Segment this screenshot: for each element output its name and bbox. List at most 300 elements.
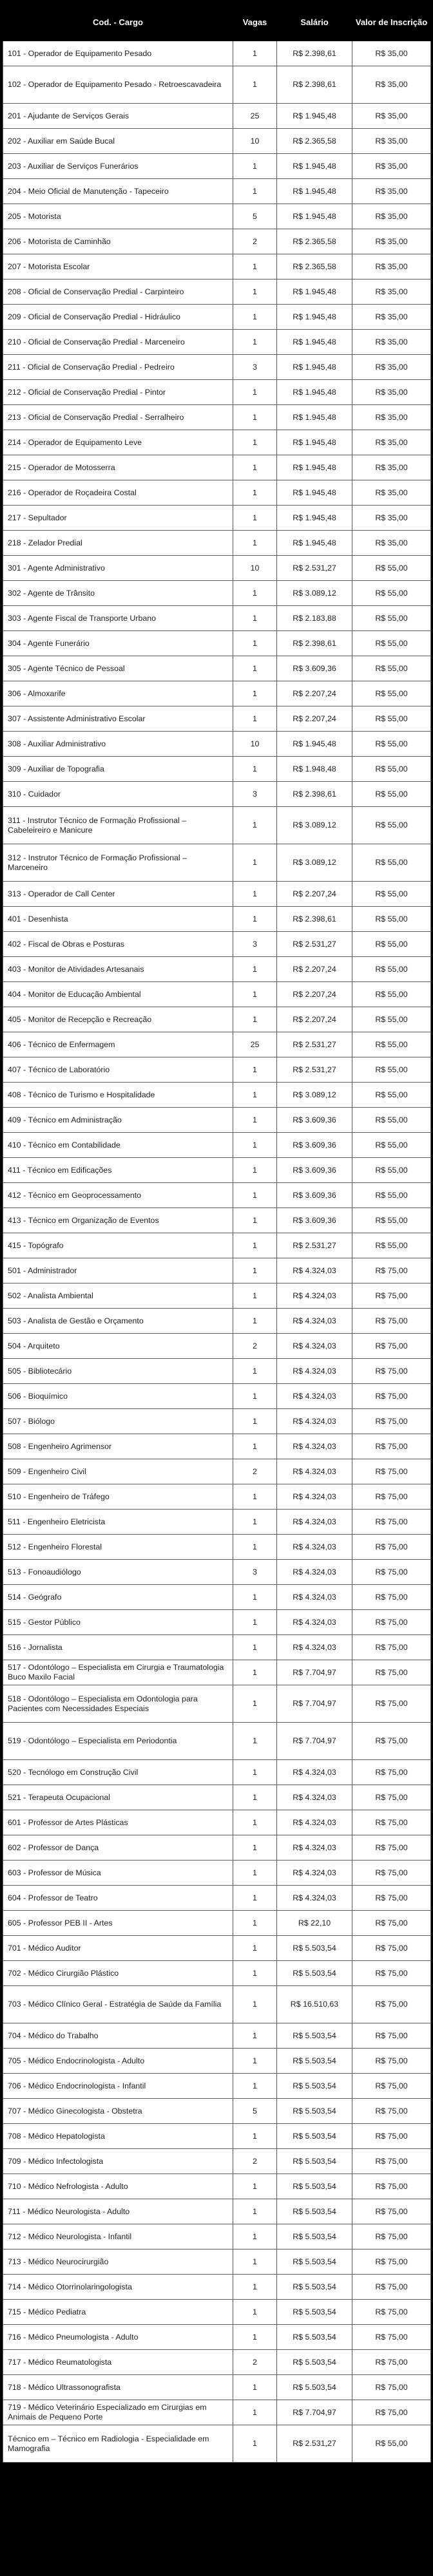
cell-cargo: 308 - Auxiliar Administrativo (3, 732, 233, 757)
cell-salario: R$ 3.089,12 (277, 807, 352, 844)
cell-inscricao: R$ 75,00 (352, 1585, 431, 1610)
table-row (3, 1810, 431, 1835)
cell-salario: R$ 4.324,03 (277, 1560, 352, 1585)
cell-cargo: 309 - Auxiliar de Topografia (3, 757, 233, 782)
cell-vagas: 1 (233, 807, 277, 844)
table-row (3, 2375, 431, 2400)
cell-cargo: 701 - Médico Auditor (3, 1936, 233, 1961)
cell-vagas: 1 (233, 1660, 277, 1685)
cell-salario: R$ 7.704,97 (277, 2400, 352, 2425)
table-row (3, 2249, 431, 2275)
table-row (3, 1083, 431, 1108)
cell-vagas: 2 (233, 2149, 277, 2174)
cell-cargo: 206 - Motorista de Caminhão (3, 229, 233, 254)
cell-cargo: 210 - Oficial de Conservação Predial - Marceneiro (3, 330, 233, 355)
table-row (3, 782, 431, 807)
cell-salario: R$ 4.324,03 (277, 1810, 352, 1835)
cell-vagas: 1 (233, 982, 277, 1007)
cell-cargo: 504 - Arquiteto (3, 1334, 233, 1359)
table-row (3, 41, 431, 66)
cell-vagas: 1 (233, 1083, 277, 1108)
cell-inscricao: R$ 75,00 (352, 1760, 431, 1785)
cell-inscricao: R$ 35,00 (352, 506, 431, 531)
cell-cargo: 409 - Técnico em Administração (3, 1108, 233, 1133)
cell-cargo: 516 - Jornalista (3, 1635, 233, 1660)
cell-cargo: 511 - Engenheiro Eletricista (3, 1510, 233, 1535)
cell-inscricao: R$ 75,00 (352, 2224, 431, 2249)
cell-salario: R$ 5.503,54 (277, 2174, 352, 2199)
cell-vagas: 1 (233, 506, 277, 531)
cell-cargo: 708 - Médico Hepatologista (3, 2124, 233, 2149)
table-row (3, 1108, 431, 1133)
cell-vagas: 1 (233, 1685, 277, 1723)
cell-salario: R$ 4.324,03 (277, 1434, 352, 1459)
cell-salario: R$ 1.945,48 (277, 355, 352, 380)
cell-vagas: 1 (233, 1936, 277, 1961)
cell-inscricao: R$ 55,00 (352, 2425, 431, 2463)
cell-cargo: 214 - Operador de Equipamento Leve (3, 430, 233, 455)
cell-salario: R$ 2.398,61 (277, 631, 352, 656)
cell-inscricao: R$ 75,00 (352, 2249, 431, 2275)
cell-cargo: 718 - Médico Ultrassonografista (3, 2375, 233, 2400)
cell-salario: R$ 2.207,24 (277, 882, 352, 907)
cell-salario: R$ 4.324,03 (277, 1409, 352, 1434)
cell-salario: R$ 4.324,03 (277, 1258, 352, 1283)
cell-inscricao: R$ 75,00 (352, 1434, 431, 1459)
cell-inscricao: R$ 35,00 (352, 455, 431, 480)
table-row (3, 2049, 431, 2074)
table-row (3, 1434, 431, 1459)
cell-vagas: 1 (233, 1233, 277, 1258)
cell-vagas: 10 (233, 129, 277, 154)
table-row (3, 932, 431, 957)
cell-salario: R$ 5.503,54 (277, 2275, 352, 2300)
cell-vagas: 1 (233, 1535, 277, 1560)
cell-salario: R$ 4.324,03 (277, 1384, 352, 1409)
cell-vagas: 1 (233, 1183, 277, 1208)
table-row (3, 2325, 431, 2350)
cell-cargo: 311 - Instrutor Técnico de Formação Profissional – Cabeleireiro e Manicure (3, 807, 233, 844)
cell-vagas: 1 (233, 1484, 277, 1510)
cell-cargo: 514 - Geógrafo (3, 1585, 233, 1610)
table-row (3, 2074, 431, 2099)
cell-cargo: 301 - Agente Administrativo (3, 556, 233, 581)
cell-inscricao: R$ 55,00 (352, 982, 431, 1007)
cell-vagas: 1 (233, 681, 277, 706)
cell-vagas: 1 (233, 1258, 277, 1283)
table-row (3, 531, 431, 556)
cell-cargo: 714 - Médico Otorrinolaringologista (3, 2275, 233, 2300)
cell-vagas: 1 (233, 1810, 277, 1835)
cell-inscricao: R$ 55,00 (352, 1032, 431, 1057)
cell-inscricao: R$ 55,00 (352, 1233, 431, 1258)
header-cargo: Cod. - Cargo (3, 3, 233, 41)
cell-inscricao: R$ 55,00 (352, 732, 431, 757)
cell-salario: R$ 3.609,36 (277, 1108, 352, 1133)
cell-vagas: 1 (233, 179, 277, 204)
cell-cargo: 706 - Médico Endocrinologista - Infantil (3, 2074, 233, 2099)
cell-cargo: 203 - Auxiliar de Serviços Funerários (3, 154, 233, 179)
cell-cargo: 702 - Médico Cirurgião Plástico (3, 1961, 233, 1986)
cell-vagas: 1 (233, 1635, 277, 1660)
table-row (3, 179, 431, 204)
table-row (3, 2224, 431, 2249)
cell-cargo: 705 - Médico Endocrinologista - Adulto (3, 2049, 233, 2074)
cell-vagas: 5 (233, 2099, 277, 2124)
table-row (3, 1032, 431, 1057)
cell-salario: R$ 2.207,24 (277, 957, 352, 982)
cell-vagas: 1 (233, 1835, 277, 1861)
table-row (3, 732, 431, 757)
cell-cargo: 208 - Oficial de Conservação Predial - Carpinteiro (3, 279, 233, 305)
cell-salario: R$ 4.324,03 (277, 1760, 352, 1785)
table-row (3, 430, 431, 455)
cell-salario: R$ 2.531,27 (277, 1233, 352, 1258)
cell-vagas: 1 (233, 41, 277, 66)
cell-inscricao: R$ 75,00 (352, 1283, 431, 1309)
cell-inscricao: R$ 55,00 (352, 706, 431, 732)
cell-salario: R$ 3.609,36 (277, 1158, 352, 1183)
cell-cargo: Técnico em – Técnico em Radiologia - Especialidade em Mamografia (3, 2425, 233, 2463)
table-row (3, 1861, 431, 1886)
cell-salario: R$ 1.945,48 (277, 430, 352, 455)
table-row (3, 380, 431, 405)
table-row (3, 204, 431, 229)
table-row (3, 2350, 431, 2375)
table-row (3, 455, 431, 480)
cell-vagas: 1 (233, 330, 277, 355)
cell-salario: R$ 16.510,63 (277, 1986, 352, 2023)
cell-vagas: 1 (233, 1359, 277, 1384)
cell-cargo: 304 - Agente Funerário (3, 631, 233, 656)
table-row (3, 957, 431, 982)
cell-inscricao: R$ 75,00 (352, 1610, 431, 1635)
cell-cargo: 712 - Médico Neurologista - Infantil (3, 2224, 233, 2249)
cell-inscricao: R$ 75,00 (352, 1861, 431, 1886)
cell-inscricao: R$ 55,00 (352, 957, 431, 982)
cell-vagas: 1 (233, 480, 277, 506)
cell-inscricao: R$ 35,00 (352, 279, 431, 305)
cell-vagas: 1 (233, 1510, 277, 1535)
cell-inscricao: R$ 55,00 (352, 581, 431, 606)
cell-cargo: 205 - Motorista (3, 204, 233, 229)
cell-cargo: 408 - Técnico de Turismo e Hospitalidade (3, 1083, 233, 1108)
cell-vagas: 1 (233, 430, 277, 455)
cell-inscricao: R$ 55,00 (352, 556, 431, 581)
cell-cargo: 510 - Engenheiro de Tráfego (3, 1484, 233, 1510)
cell-inscricao: R$ 55,00 (352, 844, 431, 882)
header-row (3, 3, 431, 41)
table-row (3, 66, 431, 104)
table-row (3, 254, 431, 279)
cell-cargo: 508 - Engenheiro Agrimensor (3, 1434, 233, 1459)
cell-inscricao: R$ 35,00 (352, 355, 431, 380)
table-row (3, 2023, 431, 2049)
cell-cargo: 201 - Ajudante de Serviços Gerais (3, 104, 233, 129)
cell-inscricao: R$ 55,00 (352, 1083, 431, 1108)
cell-vagas: 1 (233, 405, 277, 430)
cell-cargo: 204 - Meio Oficial de Manutenção - Tapeceiro (3, 179, 233, 204)
cell-vagas: 3 (233, 932, 277, 957)
cell-cargo: 704 - Médico do Trabalho (3, 2023, 233, 2049)
cell-salario: R$ 5.503,54 (277, 2099, 352, 2124)
cell-salario: R$ 2.531,27 (277, 2425, 352, 2463)
cell-salario: R$ 5.503,54 (277, 2300, 352, 2325)
cell-cargo: 310 - Cuidador (3, 782, 233, 807)
cell-cargo: 407 - Técnico de Laboratório (3, 1057, 233, 1083)
cell-salario: R$ 2.207,24 (277, 706, 352, 732)
cell-vagas: 1 (233, 1409, 277, 1434)
cell-vagas: 1 (233, 380, 277, 405)
table-row (3, 2149, 431, 2174)
cell-salario: R$ 2.398,61 (277, 782, 352, 807)
cell-salario: R$ 5.503,54 (277, 1961, 352, 1986)
cell-salario: R$ 4.324,03 (277, 1785, 352, 1810)
cell-cargo: 410 - Técnico em Contabilidade (3, 1133, 233, 1158)
cell-salario: R$ 2.531,27 (277, 932, 352, 957)
cell-inscricao: R$ 55,00 (352, 1057, 431, 1083)
cell-salario: R$ 4.324,03 (277, 1283, 352, 1309)
cell-vagas: 10 (233, 556, 277, 581)
table-row (3, 104, 431, 129)
cell-inscricao: R$ 55,00 (352, 1208, 431, 1233)
cell-inscricao: R$ 75,00 (352, 2099, 431, 2124)
cell-inscricao: R$ 75,00 (352, 2023, 431, 2049)
cell-vagas: 1 (233, 1133, 277, 1158)
table-row (3, 807, 431, 844)
table-row (3, 2099, 431, 2124)
table-row (3, 330, 431, 355)
cell-inscricao: R$ 35,00 (352, 129, 431, 154)
table-row (3, 480, 431, 506)
cell-inscricao: R$ 75,00 (352, 1384, 431, 1409)
cell-inscricao: R$ 75,00 (352, 1635, 431, 1660)
cell-cargo: 719 - Médico Veterinário Especializado em Cirurgias em Animais de Pequeno Porte (3, 2400, 233, 2425)
cell-cargo: 518 - Odontólogo – Especialista em Odontologia para Pacientes com Necessidades Especiais (3, 1685, 233, 1723)
cell-salario: R$ 5.503,54 (277, 2224, 352, 2249)
cell-vagas: 1 (233, 1886, 277, 1911)
table-row (3, 154, 431, 179)
cell-salario: R$ 4.324,03 (277, 1886, 352, 1911)
table-row (3, 1986, 431, 2023)
table-row (3, 1760, 431, 1785)
cell-salario: R$ 2.365,58 (277, 254, 352, 279)
cell-inscricao: R$ 75,00 (352, 1309, 431, 1334)
cell-salario: R$ 5.503,54 (277, 2199, 352, 2224)
header-vagas: Vagas (233, 3, 277, 41)
table-row (3, 305, 431, 330)
cell-cargo: 411 - Técnico em Edificações (3, 1158, 233, 1183)
cell-salario: R$ 4.324,03 (277, 1535, 352, 1560)
cell-salario: R$ 4.324,03 (277, 1635, 352, 1660)
cell-inscricao: R$ 35,00 (352, 405, 431, 430)
cell-inscricao: R$ 55,00 (352, 606, 431, 631)
cell-inscricao: R$ 75,00 (352, 1723, 431, 1760)
cell-inscricao: R$ 55,00 (352, 1158, 431, 1183)
cell-vagas: 1 (233, 631, 277, 656)
cell-vagas: 2 (233, 2350, 277, 2375)
cell-cargo: 716 - Médico Pneumologista - Adulto (3, 2325, 233, 2350)
cell-cargo: 102 - Operador de Equipamento Pesado - Retroescavadeira (3, 66, 233, 104)
cell-inscricao: R$ 75,00 (352, 2350, 431, 2375)
table-row (3, 1484, 431, 1510)
cell-cargo: 404 - Monitor de Educação Ambiental (3, 982, 233, 1007)
cell-salario: R$ 5.503,54 (277, 2249, 352, 2275)
cell-vagas: 1 (233, 2425, 277, 2463)
cell-inscricao: R$ 75,00 (352, 1334, 431, 1359)
cell-cargo: 601 - Professor de Artes Plásticas (3, 1810, 233, 1835)
table-row (3, 882, 431, 907)
table-row (3, 279, 431, 305)
cell-cargo: 517 - Odontólogo – Especialista em Cirurgia e Traumatologia Buco Maxilo Facial (3, 1660, 233, 1685)
cell-salario: R$ 1.945,48 (277, 380, 352, 405)
cell-vagas: 1 (233, 1057, 277, 1083)
table-row (3, 1535, 431, 1560)
cell-salario: R$ 2.531,27 (277, 1057, 352, 1083)
cell-cargo: 312 - Instrutor Técnico de Formação Profissional – Marceneiro (3, 844, 233, 882)
cell-cargo: 302 - Agente de Trânsito (3, 581, 233, 606)
vacancies-table-container (3, 3, 430, 2463)
cell-salario: R$ 7.704,97 (277, 1723, 352, 1760)
cell-salario: R$ 1.945,48 (277, 279, 352, 305)
cell-salario: R$ 1.945,48 (277, 506, 352, 531)
cell-cargo: 703 - Médico Clínico Geral - Estratégia de Saúde da Família (3, 1986, 233, 2023)
table-row (3, 1007, 431, 1032)
cell-cargo: 218 - Zelador Predial (3, 531, 233, 556)
cell-cargo: 512 - Engenheiro Florestal (3, 1535, 233, 1560)
table-row (3, 656, 431, 681)
cell-vagas: 1 (233, 907, 277, 932)
cell-inscricao: R$ 55,00 (352, 1108, 431, 1133)
cell-cargo: 406 - Técnico de Enfermagem (3, 1032, 233, 1057)
table-row (3, 506, 431, 531)
cell-vagas: 1 (233, 1986, 277, 2023)
cell-inscricao: R$ 35,00 (352, 154, 431, 179)
cell-salario: R$ 1.945,48 (277, 455, 352, 480)
cell-salario: R$ 1.945,48 (277, 480, 352, 506)
cell-vagas: 1 (233, 1309, 277, 1334)
table-row (3, 1723, 431, 1760)
cell-vagas: 1 (233, 1961, 277, 1986)
cell-inscricao: R$ 55,00 (352, 681, 431, 706)
cell-vagas: 1 (233, 1434, 277, 1459)
cell-cargo: 306 - Almoxarife (3, 681, 233, 706)
vacancies-table (3, 3, 431, 2463)
cell-cargo: 605 - Professor PEB II - Artes (3, 1911, 233, 1936)
cell-inscricao: R$ 75,00 (352, 1409, 431, 1434)
cell-vagas: 1 (233, 2275, 277, 2300)
cell-salario: R$ 2.207,24 (277, 1007, 352, 1032)
table-row (3, 1886, 431, 1911)
table-row (3, 1057, 431, 1083)
cell-salario: R$ 5.503,54 (277, 2124, 352, 2149)
table-row (3, 907, 431, 932)
cell-inscricao: R$ 75,00 (352, 1835, 431, 1861)
cell-vagas: 1 (233, 706, 277, 732)
cell-inscricao: R$ 55,00 (352, 882, 431, 907)
table-row (3, 1309, 431, 1334)
cell-vagas: 1 (233, 2023, 277, 2049)
cell-inscricao: R$ 55,00 (352, 757, 431, 782)
cell-vagas: 1 (233, 957, 277, 982)
cell-inscricao: R$ 75,00 (352, 2375, 431, 2400)
cell-inscricao: R$ 55,00 (352, 932, 431, 957)
table-row (3, 2400, 431, 2425)
cell-vagas: 1 (233, 154, 277, 179)
cell-cargo: 401 - Desenhista (3, 907, 233, 932)
cell-cargo: 710 - Médico Nefrologista - Adulto (3, 2174, 233, 2199)
cell-inscricao: R$ 75,00 (352, 2049, 431, 2074)
cell-inscricao: R$ 75,00 (352, 1484, 431, 1510)
table-row (3, 1334, 431, 1359)
cell-vagas: 1 (233, 2124, 277, 2149)
cell-inscricao: R$ 35,00 (352, 229, 431, 254)
table-row (3, 1359, 431, 1384)
table-row (3, 631, 431, 656)
table-row (3, 1961, 431, 1986)
cell-cargo: 503 - Analista de Gestão e Orçamento (3, 1309, 233, 1334)
cell-salario: R$ 1.945,48 (277, 732, 352, 757)
cell-inscricao: R$ 75,00 (352, 1459, 431, 1484)
cell-vagas: 1 (233, 1760, 277, 1785)
cell-inscricao: R$ 35,00 (352, 531, 431, 556)
cell-cargo: 502 - Analista Ambiental (3, 1283, 233, 1309)
table-row (3, 1459, 431, 1484)
cell-vagas: 1 (233, 656, 277, 681)
cell-vagas: 1 (233, 2049, 277, 2074)
cell-salario: R$ 2.398,61 (277, 41, 352, 66)
cell-vagas: 1 (233, 1158, 277, 1183)
cell-inscricao: R$ 35,00 (352, 179, 431, 204)
cell-salario: R$ 5.503,54 (277, 2023, 352, 2049)
cell-cargo: 713 - Médico Neurocirurgião (3, 2249, 233, 2275)
cell-salario: R$ 5.503,54 (277, 2350, 352, 2375)
cell-inscricao: R$ 75,00 (352, 1560, 431, 1585)
table-row (3, 355, 431, 380)
cell-salario: R$ 3.089,12 (277, 844, 352, 882)
cell-inscricao: R$ 75,00 (352, 1986, 431, 2023)
cell-cargo: 506 - Bioquímico (3, 1384, 233, 1409)
cell-cargo: 709 - Médico Infectologista (3, 2149, 233, 2174)
cell-cargo: 603 - Professor de Música (3, 1861, 233, 1886)
table-row (3, 1585, 431, 1610)
cell-salario: R$ 4.324,03 (277, 1309, 352, 1334)
table-row (3, 1510, 431, 1535)
cell-salario: R$ 22,10 (277, 1911, 352, 1936)
cell-cargo: 717 - Médico Reumatologista (3, 2350, 233, 2375)
cell-vagas: 1 (233, 1108, 277, 1133)
cell-vagas: 1 (233, 2224, 277, 2249)
table-row (3, 606, 431, 631)
cell-inscricao: R$ 75,00 (352, 1911, 431, 1936)
cell-vagas: 1 (233, 2199, 277, 2224)
table-row (3, 2300, 431, 2325)
cell-cargo: 216 - Operador de Roçadeira Costal (3, 480, 233, 506)
cell-inscricao: R$ 75,00 (352, 2325, 431, 2350)
cell-cargo: 207 - Motorista Escolar (3, 254, 233, 279)
cell-inscricao: R$ 75,00 (352, 1660, 431, 1685)
cell-cargo: 212 - Oficial de Conservação Predial - Pintor (3, 380, 233, 405)
cell-vagas: 1 (233, 1610, 277, 1635)
cell-salario: R$ 4.324,03 (277, 1585, 352, 1610)
cell-inscricao: R$ 75,00 (352, 1685, 431, 1723)
cell-salario: R$ 3.609,36 (277, 1208, 352, 1233)
cell-salario: R$ 5.503,54 (277, 1936, 352, 1961)
cell-cargo: 303 - Agente Fiscal de Transporte Urbano (3, 606, 233, 631)
table-header (3, 3, 431, 41)
cell-inscricao: R$ 75,00 (352, 2275, 431, 2300)
cell-inscricao: R$ 35,00 (352, 330, 431, 355)
